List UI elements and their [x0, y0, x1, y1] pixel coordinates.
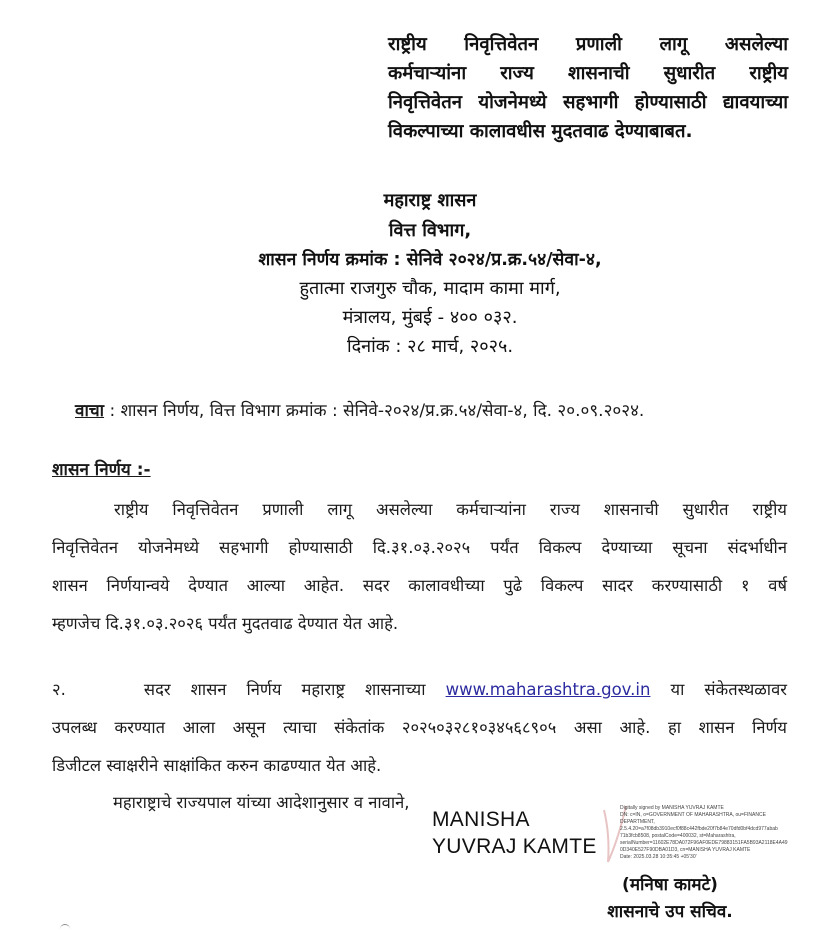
subject-line: निवृत्तिवेतन योजनेमध्ये सहभागी होण्यासाठी द्यावयाच्या	[388, 92, 788, 113]
paragraph-line	[52, 671, 787, 709]
subject-line: विकल्पाच्या कालावधीस मुदतवाढ देण्याबाबत.	[388, 121, 693, 142]
signature-detail: Digitally signed by MANISHA YUVRAJ KAMTE	[620, 805, 724, 811]
signer-name-line-2: YUVRAJ KAMTE	[432, 835, 597, 858]
paragraph-1	[52, 491, 787, 643]
signature-detail: serialNumber=11602E78DA072F96AF0EDE79883151FA5B93A2118E4A49	[620, 840, 788, 846]
website-link[interactable]: www.maharashtra.gov.in	[445, 680, 651, 699]
government-name: महाराष्ट्र शासन	[383, 190, 477, 211]
closing-line: महाराष्ट्राचे राज्यपाल यांच्या आदेशानुसार व नावाने,	[113, 793, 410, 812]
subject-line: राष्ट्रीय निवृत्तिवेतन प्रणाली लागू असलेल्या	[388, 34, 788, 55]
paragraph-line: उपलब्ध करण्यात आला असून त्याचा संकेतांक २०२५०३२८१०३४५६८९०५ असा आहे. हा शासन निर्णय	[52, 718, 787, 737]
signature-detail: DN: c=IN, o=GOVERNMENT OF MAHARASHTRA, ou=FINANCE	[620, 812, 766, 818]
reference-line	[75, 398, 644, 421]
address-line-1: हुतात्मा राजगुरु चौक, मादाम कामा मार्ग,	[299, 278, 561, 299]
digital-signature-details	[620, 805, 830, 861]
address-line-2: मंत्रालय, मुंबई - ४०० ०३२.	[342, 307, 518, 328]
gr-date: दिनांक : २८ मार्च, २०२५.	[346, 336, 514, 357]
paragraph-line: म्हणजेच दि.३१.०३.२०२६ पर्यंत मुदतवाढ देण्यात येत आहे.	[52, 614, 399, 633]
paragraph-line: शासन निर्णयान्वये देण्यात आल्या आहेत. सदर कालावधीच्या पुढे विकल्प सादर करण्यासाठी १ वर्ष	[52, 576, 787, 595]
reference-text: : शासन निर्णय, वित्त विभाग क्रमांक : सेनिवे-२०२४/प्र.क्र.५४/सेवा-४, दि. २०.०९.२०२४.	[104, 401, 645, 421]
department-name: वित्त विभाग,	[388, 220, 472, 241]
reference-label: वाचा	[75, 401, 105, 421]
paragraph-2	[52, 671, 787, 785]
gr-number: शासन निर्णय क्रमांक : सेनिवे २०२४/प्र.क्र.५४/सेवा-४,	[258, 250, 602, 270]
paragraph-number: २.	[52, 680, 66, 699]
paragraph-line: डिजीटल स्वाक्षरीने साक्षांकित करुन काढण्यात येत आहे.	[52, 756, 382, 775]
subject-line: कर्मचाऱ्यांना राज्य शासनाची सुधारीत राष्ट्रीय	[388, 63, 788, 84]
signature-detail: 2.5.4.20=a7f08db3910ecf0f88c442fbde20f7b84e70dfd0bf4dcd977abab	[620, 826, 778, 832]
gr-heading: शासन निर्णय :-	[52, 460, 151, 480]
signature-detail: Date: 2025.03.28 10:35:45 +05'30'	[620, 854, 697, 860]
officer-designation: शासनाचे उप सचिव.	[607, 902, 733, 922]
paragraph-text: सदर शासन निर्णय महाराष्ट्र शासनाच्या	[143, 680, 426, 699]
signature-detail: DEPARTMENT,	[620, 819, 655, 825]
paragraph-line: निवृत्तिवेतन योजनेमध्ये सहभागी होण्यासाठी दि.३१.०३.२०२५ पर्यंत विकल्प देण्याच्या सूचना संदर्भाधीन	[52, 538, 787, 557]
subject-block	[388, 30, 788, 146]
signer-name	[432, 806, 597, 860]
officer-name: (मनिषा कामटे)	[622, 875, 718, 895]
paragraph-text: या संकेतस्थळावर	[670, 680, 787, 699]
signature-detail: 71b3fcb8508, postalCode=400032, st=Maharashtra,	[620, 833, 736, 839]
paragraph-line: राष्ट्रीय निवृत्तिवेतन प्रणाली लागू असलेल्या कर्मचाऱ्यांना राज्य शासनाची सुधारीत राष्ट्रीय	[114, 500, 787, 519]
signer-name-line-1: MANISHA	[432, 808, 530, 831]
signature-detail: 0D340E527F90DBA01D3, cn=MANISHA YUVRAJ KAMTE	[620, 847, 751, 853]
